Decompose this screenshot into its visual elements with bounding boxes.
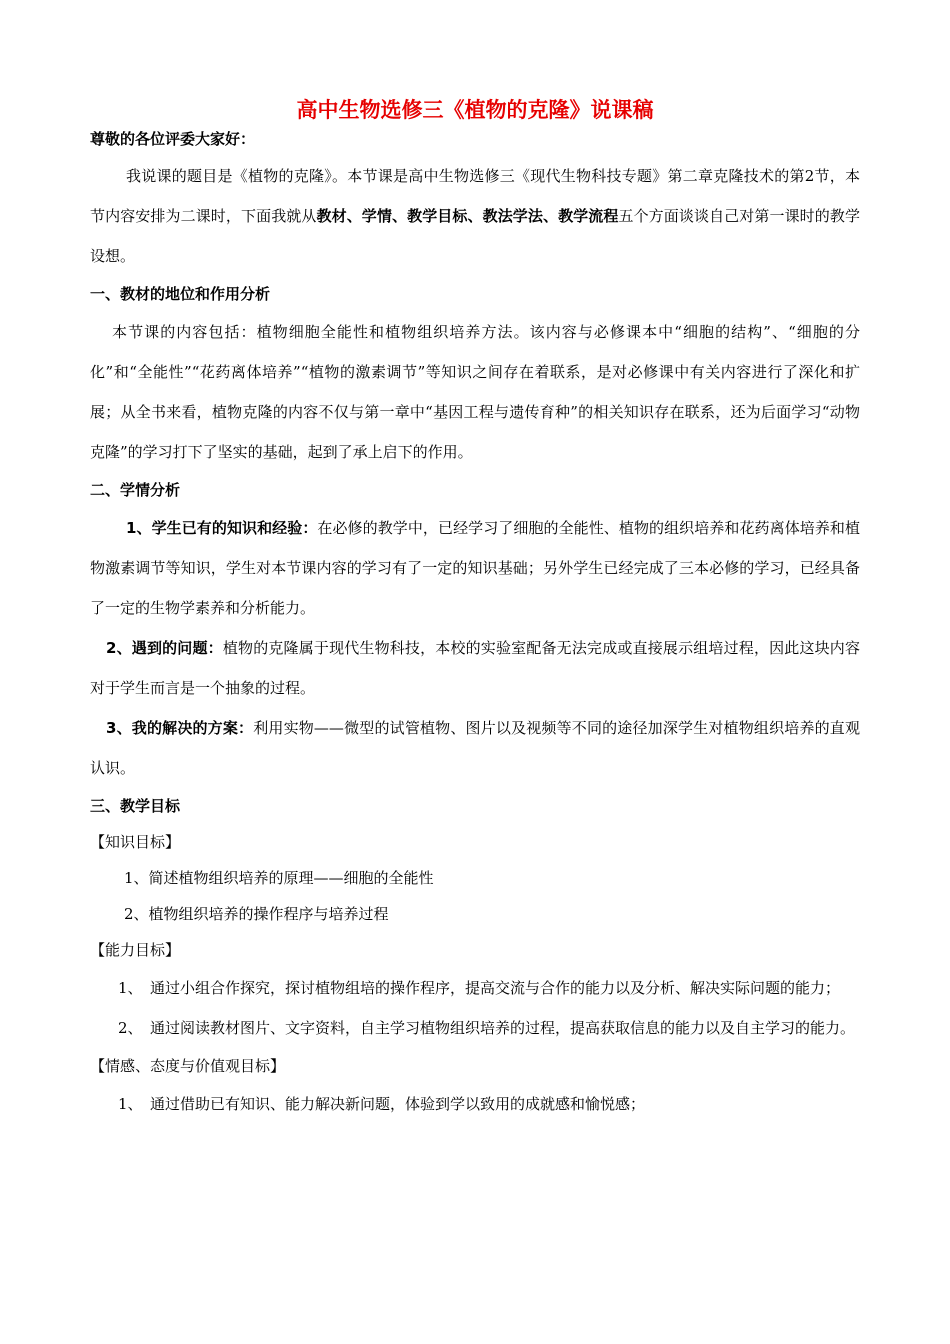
section2-paragraph-1: [90, 508, 860, 628]
intro-text-a: 我说课的题目是《植物的克隆》。本节课是高中生物选修三《现代生物科技专题》第二章克隆技术的第2节，本节内容安排为二课时，下面我就从: [90, 167, 860, 225]
section2-p1-label: 1、学生已有的知识和经验：: [126, 519, 318, 537]
section2-p2-label: 2、遇到的问题：: [106, 639, 223, 657]
section2-p1-text: 在必修的教学中，已经学习了细胞的全能性、植物的组织培养和花药离体培养和植物激素调节等知识，学生对本节课内容的学习有了一定的知识基础；另外学生已经完成了三本必修的学习，已经具备了一定的生物学素养和分析能力。: [90, 519, 860, 617]
emotion-goals-label: 【情感、态度与价值观目标】: [90, 1057, 286, 1075]
intro-text-b: 五个方面谈谈自己对第一课时的教学设想。: [90, 207, 860, 265]
ability-goals-label: 【能力目标】: [90, 941, 181, 959]
document-title: 高中生物选修三《植物的克隆》说课稿: [296, 98, 654, 122]
ability-goal-number: 2、: [118, 1019, 143, 1037]
document-page: [90, 96, 860, 1124]
section1-body: 本节课的内容包括：植物细胞全能性和植物组织培养方法。该内容与必修课本中“细胞的结构”、“细胞的分化”和“全能性”“花药离体培养”“植物的激素调节”等知识之间存在着联系，是对必修课中有关内容进行了深化和扩展；从全书来看，植物克隆的内容不仅与第一章中“基因工程与遗传育种”的相关知识存在联系，还为后面学习“动物克隆”的学习打下了坚实的基础，起到了承上启下的作用。: [90, 323, 860, 461]
section1-heading: 一、教材的地位和作用分析: [90, 285, 271, 303]
intro-paragraph: [90, 156, 860, 276]
section2-p3-text: 利用实物——微型的试管植物、图片以及视频等不同的途径加深学生对植物组织培养的直观认识。: [90, 719, 860, 777]
section2-p3-label: 3、我的解决的方案：: [106, 719, 254, 737]
knowledge-goal-item: 1、简述植物组织培养的原理——细胞的全能性: [124, 869, 434, 887]
emotion-goal-text: 通过借助已有知识、能力解决新问题，体验到学以致用的成就感和愉悦感；: [150, 1095, 646, 1113]
section3-heading: 三、教学目标: [90, 797, 181, 815]
ability-goal-item: [90, 968, 860, 1008]
knowledge-goals-label: 【知识目标】: [90, 833, 181, 851]
emotion-goal-item: [90, 1084, 860, 1124]
greeting: 尊敬的各位评委大家好：: [90, 130, 256, 148]
emotion-goal-number: 1、: [118, 1095, 143, 1113]
knowledge-goal-item: 2、植物组织培养的操作程序与培养过程: [124, 905, 389, 923]
section2-p2-text: 植物的克隆属于现代生物科技，本校的实验室配备无法完成或直接展示组培过程，因此这块内容对于学生而言是一个抽象的过程。: [90, 639, 860, 697]
section2-paragraph-2: [90, 628, 860, 708]
section2-paragraph-3: [90, 708, 860, 788]
ability-goal-item: [90, 1008, 860, 1048]
ability-goal-text: 通过小组合作探究，探讨植物组培的操作程序，提高交流与合作的能力以及分析、解决实际问题的能力；: [150, 979, 841, 997]
ability-goal-text: 通过阅读教材图片、文字资料，自主学习植物组织培养的过程，提高获取信息的能力以及自主学习的能力。: [150, 1019, 856, 1037]
ability-goal-number: 1、: [118, 979, 143, 997]
section2-heading: 二、学情分析: [90, 481, 181, 499]
intro-bold-topics: 教材、学情、教学目标、教法学法、教学流程: [316, 207, 619, 225]
